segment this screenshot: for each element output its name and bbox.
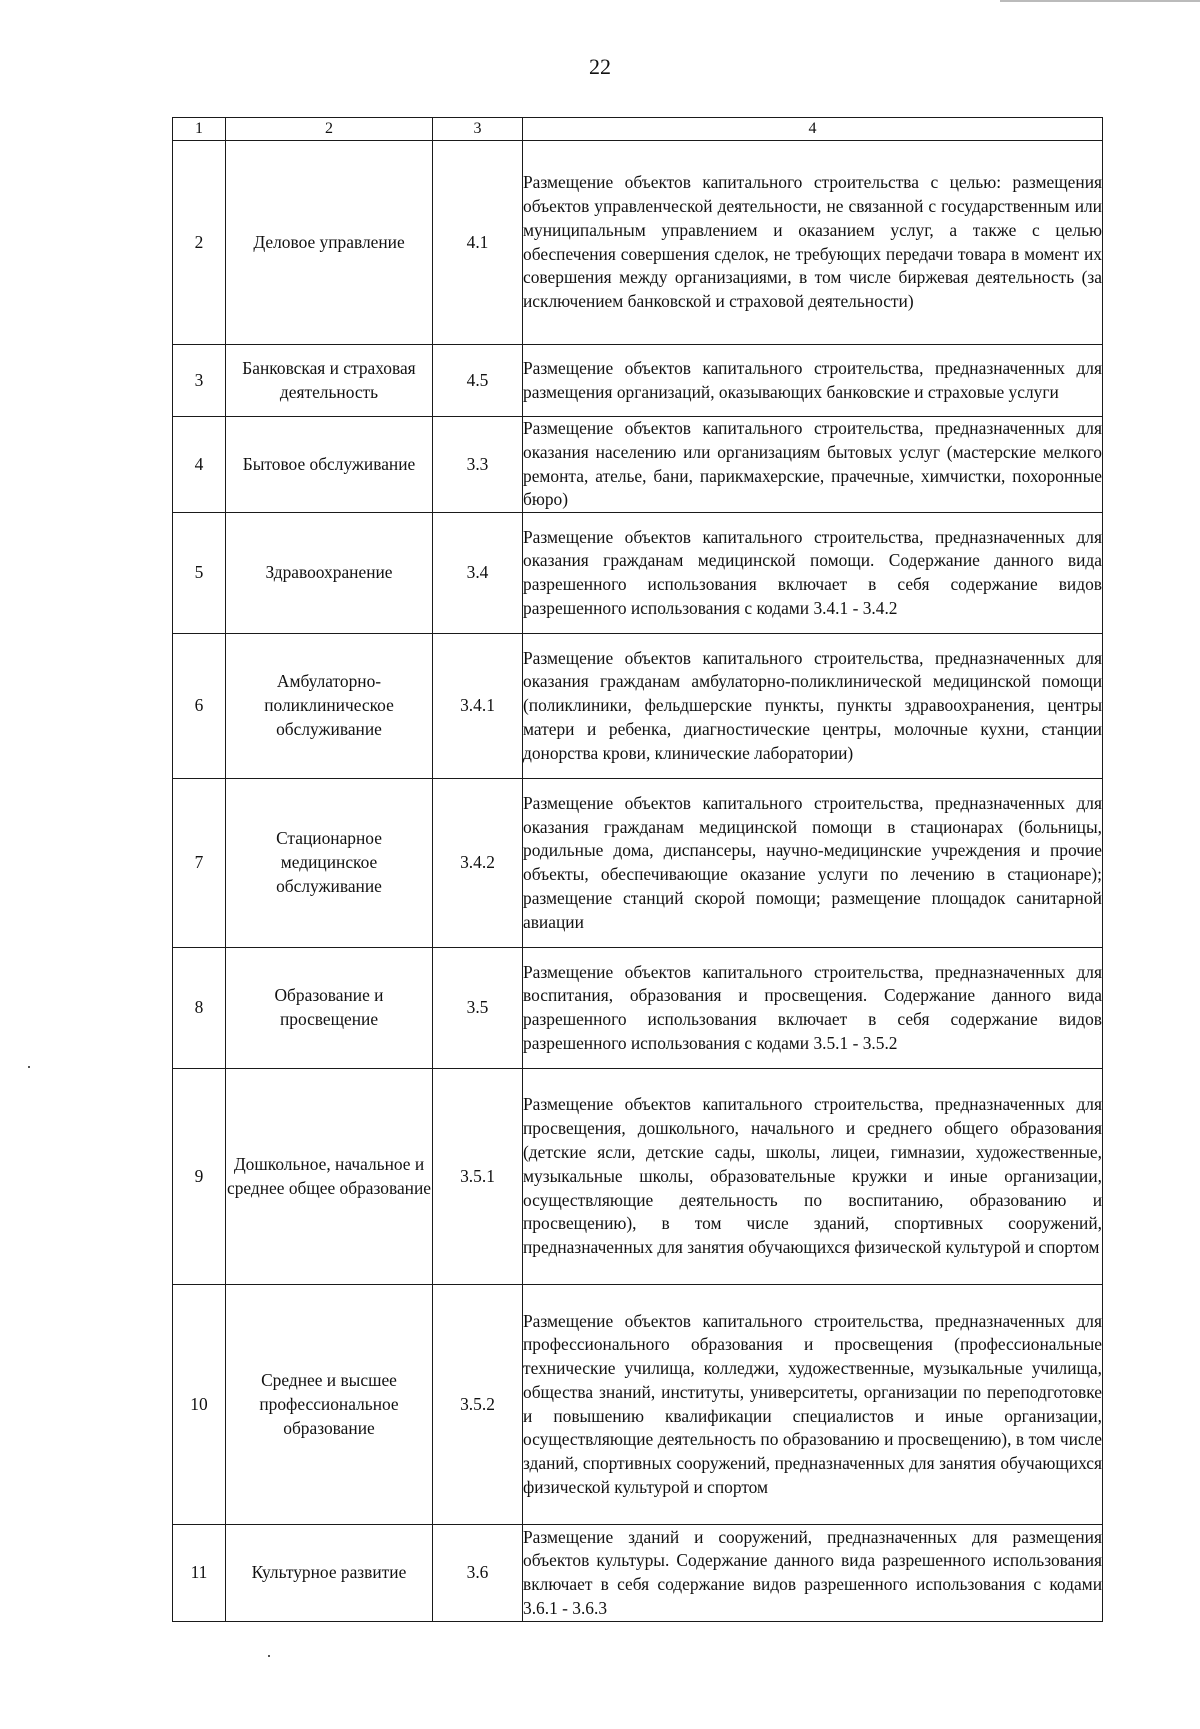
use-type-name: Дошкольное, начальное и среднее общее образование bbox=[226, 1069, 433, 1285]
row-number: 11 bbox=[173, 1525, 226, 1622]
row-number: 3 bbox=[173, 345, 226, 417]
table-row bbox=[173, 417, 1103, 513]
scan-edge-line bbox=[1000, 0, 1200, 2]
use-type-description: Размещение зданий и сооружений, предназначенных для размещения объектов культуры. Содержание данного вида разрешенного использования включает в себя содержание видов разрешенного использования с кодами 3.6.1 - 3.6.3 bbox=[523, 1525, 1103, 1622]
table-row bbox=[173, 948, 1103, 1069]
use-type-code: 3.4 bbox=[433, 513, 523, 634]
row-number: 10 bbox=[173, 1285, 226, 1525]
use-type-code: 3.4.2 bbox=[433, 779, 523, 948]
use-type-description: Размещение объектов капитального строительства с целью: размещения объектов управленческой деятельности, не связанной с государственным или муниципальным управлением и оказанием услуг, а также с целью обеспечения совершения сделок, не требующих передачи товара в момент их совершения между организациями, в том числе биржевая деятельность (за исключением банковской и страховой деятельности) bbox=[523, 141, 1103, 345]
use-type-code: 3.5 bbox=[433, 948, 523, 1069]
table-row bbox=[173, 1285, 1103, 1525]
table-row bbox=[173, 345, 1103, 417]
page-number: 22 bbox=[589, 54, 611, 79]
table-row bbox=[173, 513, 1103, 634]
column-number-1: 1 bbox=[173, 118, 226, 141]
use-type-code: 3.6 bbox=[433, 1525, 523, 1622]
use-type-name: Здравоохранение bbox=[226, 513, 433, 634]
use-type-description: Размещение объектов капитального строительства, предназначенных для оказания гражданам медицинской помощи в стационарах (больницы, родильные дома, диспансеры, научно-медицинские учреждения и прочие объекты, обеспечивающие оказание услуги по лечению в стационаре); размещение станций скорой помощи; размещение площадок санитарной авиации bbox=[523, 779, 1103, 948]
table-row bbox=[173, 634, 1103, 779]
use-type-description: Размещение объектов капитального строительства, предназначенных для просвещения, дошкольного, начального и среднего общего образования (детские ясли, детские сады, школы, лицеи, гимназии, художественные, музыкальные школы, образовательные кружки и иные организации, осуществляющие деятельность по воспитанию, образованию и просвещению), в том числе зданий, спортивных сооружений, предназначенных для занятия обучающихся физической культурой и спортом bbox=[523, 1069, 1103, 1285]
row-number: 4 bbox=[173, 417, 226, 513]
use-type-code: 4.5 bbox=[433, 345, 523, 417]
row-number: 9 bbox=[173, 1069, 226, 1285]
use-type-description: Размещение объектов капитального строительства, предназначенных для профессионального образования и просвещения (профессиональные технические училища, колледжи, художественные, музыкальные училища, общества знаний, институты, университеты, организации по переподготовке и повышению квалификации специалистов и иные организации, осуществляющие деятельность по образованию и просвещению), в том числе зданий, спортивных сооружений, предназначенных для занятия обучающихся физической культурой и спортом bbox=[523, 1285, 1103, 1525]
scan-speck bbox=[28, 1066, 30, 1068]
table-row bbox=[173, 141, 1103, 345]
use-type-name: Банковская и страховая деятельность bbox=[226, 345, 433, 417]
column-number-4: 4 bbox=[523, 118, 1103, 141]
column-number-2: 2 bbox=[226, 118, 433, 141]
use-type-code: 3.3 bbox=[433, 417, 523, 513]
use-type-description: Размещение объектов капитального строительства, предназначенных для размещения организаций, оказывающих банковские и страховые услуги bbox=[523, 345, 1103, 417]
use-type-description: Размещение объектов капитального строительства, предназначенных для оказания гражданам медицинской помощи. Содержание данного вида разрешенного использования включает в себя содержание видов разрешенного использования с кодами 3.4.1 - 3.4.2 bbox=[523, 513, 1103, 634]
land-use-table bbox=[172, 117, 1103, 1622]
use-type-name: Деловое управление bbox=[226, 141, 433, 345]
use-type-description: Размещение объектов капитального строительства, предназначенных для оказания гражданам амбулаторно-поликлинической медицинской помощи (поликлиники, фельдшерские пункты, пункты здравоохранения, центры матери и ребенка, диагностические центры, молочные кухни, станции донорства крови, клинические лаборатории) bbox=[523, 634, 1103, 779]
use-type-code: 4.1 bbox=[433, 141, 523, 345]
use-type-code: 3.5.2 bbox=[433, 1285, 523, 1525]
table-header-row bbox=[173, 118, 1103, 141]
use-type-code: 3.4.1 bbox=[433, 634, 523, 779]
table-row bbox=[173, 1525, 1103, 1622]
row-number: 6 bbox=[173, 634, 226, 779]
table-row bbox=[173, 779, 1103, 948]
use-type-name: Амбулаторно-поликлиническое обслуживание bbox=[226, 634, 433, 779]
use-type-name: Культурное развитие bbox=[226, 1525, 433, 1622]
use-type-description: Размещение объектов капитального строительства, предназначенных для воспитания, образования и просвещения. Содержание данного вида разрешенного использования включает в себя содержание видов разрешенного использования с кодами 3.5.1 - 3.5.2 bbox=[523, 948, 1103, 1069]
use-type-name: Среднее и высшее профессиональное образование bbox=[226, 1285, 433, 1525]
row-number: 2 bbox=[173, 141, 226, 345]
use-type-description: Размещение объектов капитального строительства, предназначенных для оказания населению или организациям бытовых услуг (мастерские мелкого ремонта, ателье, бани, парикмахерские, прачечные, химчистки, похоронные бюро) bbox=[523, 417, 1103, 513]
scan-speck bbox=[268, 1655, 270, 1657]
use-type-code: 3.5.1 bbox=[433, 1069, 523, 1285]
row-number: 7 bbox=[173, 779, 226, 948]
use-type-name: Бытовое обслуживание bbox=[226, 417, 433, 513]
table-row bbox=[173, 1069, 1103, 1285]
row-number: 5 bbox=[173, 513, 226, 634]
use-type-name: Образование и просвещение bbox=[226, 948, 433, 1069]
row-number: 8 bbox=[173, 948, 226, 1069]
use-type-name: Стационарное медицинское обслуживание bbox=[226, 779, 433, 948]
column-number-3: 3 bbox=[433, 118, 523, 141]
